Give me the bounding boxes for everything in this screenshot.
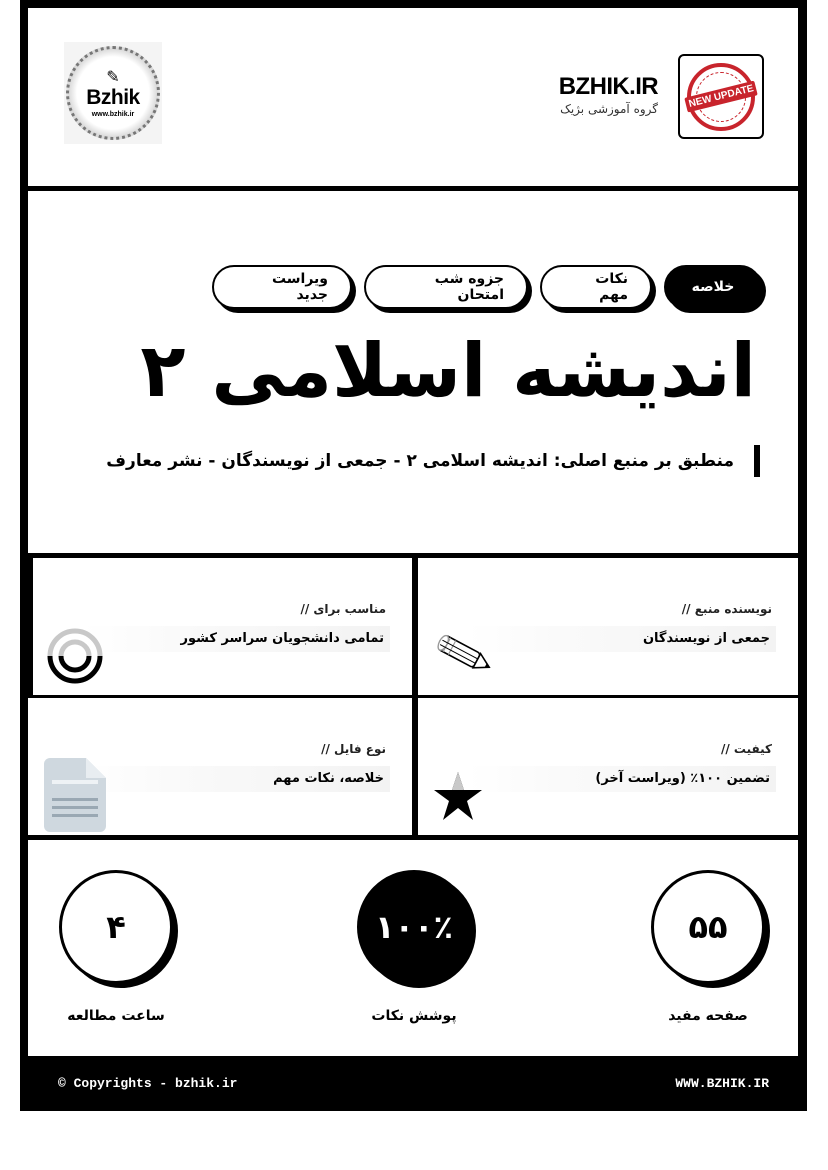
footer	[20, 1056, 807, 1111]
stat-label: صفحه مفید	[668, 1008, 748, 1024]
info-audience	[33, 558, 412, 695]
stat-circle: ۴	[59, 870, 173, 984]
info-quality	[418, 698, 798, 835]
source-line	[106, 445, 760, 477]
info-file-type	[28, 698, 412, 835]
logo-url: www.bzhik.ir	[91, 110, 135, 118]
stamp-icon	[687, 63, 755, 131]
stat-study-hours	[56, 870, 176, 1024]
source-text: منطبق بر منبع اصلی: اندیشه اسلامی ۲ - جمعی از نویسندگان - نشر معارف	[106, 451, 734, 471]
badge-text: NEW UPDATE	[684, 80, 758, 112]
tag-key-points[interactable]: نکات مهم	[540, 265, 652, 309]
target-icon	[47, 628, 103, 684]
brand-subtitle: گروه آموزشی بژیک	[560, 102, 658, 116]
site-link[interactable]: WWW.BZHIK.IR	[675, 1076, 769, 1091]
stat-circle: ۵۵	[651, 870, 765, 984]
accent-bar	[754, 445, 760, 477]
tag-summary[interactable]: خلاصه	[664, 265, 762, 309]
pen-icon: ✎	[106, 66, 120, 86]
logo-circle	[66, 46, 160, 140]
document-icon	[44, 758, 106, 832]
tag-new-edition[interactable]: ویراست جدید	[212, 265, 352, 309]
info-value: خلاصه، نکات مهم	[78, 766, 390, 792]
tag-list	[212, 265, 762, 309]
brand-name: BZHIK.IR	[558, 73, 658, 100]
info-value: تمامی دانشجویان سراسر کشور	[83, 626, 390, 652]
stat-coverage	[354, 870, 474, 1024]
stat-label: ساعت مطالعه	[67, 1008, 165, 1024]
hero-section	[28, 191, 798, 553]
star-icon	[430, 770, 486, 826]
info-label: نوع فایل //	[321, 742, 386, 756]
stats-section	[28, 840, 798, 1056]
tag-exam-night-notes[interactable]: جزوه شب امتحان	[364, 265, 528, 309]
copyright-text: © Copyrights - bzhik.ir	[58, 1076, 238, 1091]
info-author	[418, 558, 798, 695]
stat-circle: ۱۰۰٪	[357, 870, 471, 984]
brand-block	[559, 74, 658, 118]
pencil-icon	[432, 630, 496, 680]
info-value: تضمین ۱۰۰٪ (ویراست آخر)	[468, 766, 776, 792]
info-value: جمعی از نویسندگان	[468, 626, 776, 652]
info-label: مناسب برای //	[300, 602, 386, 616]
header	[28, 8, 798, 186]
info-label: کیفیت //	[720, 742, 772, 756]
stat-label: پوشش نکات	[371, 1008, 457, 1024]
stat-useful-pages	[648, 870, 768, 1024]
bzhik-logo	[64, 42, 162, 144]
page-title: اندیشه اسلامی ۲	[140, 328, 756, 414]
info-label: نویسنده منبع //	[681, 602, 772, 616]
new-update-badge	[678, 54, 764, 139]
logo-name: Bzhik	[86, 85, 140, 109]
